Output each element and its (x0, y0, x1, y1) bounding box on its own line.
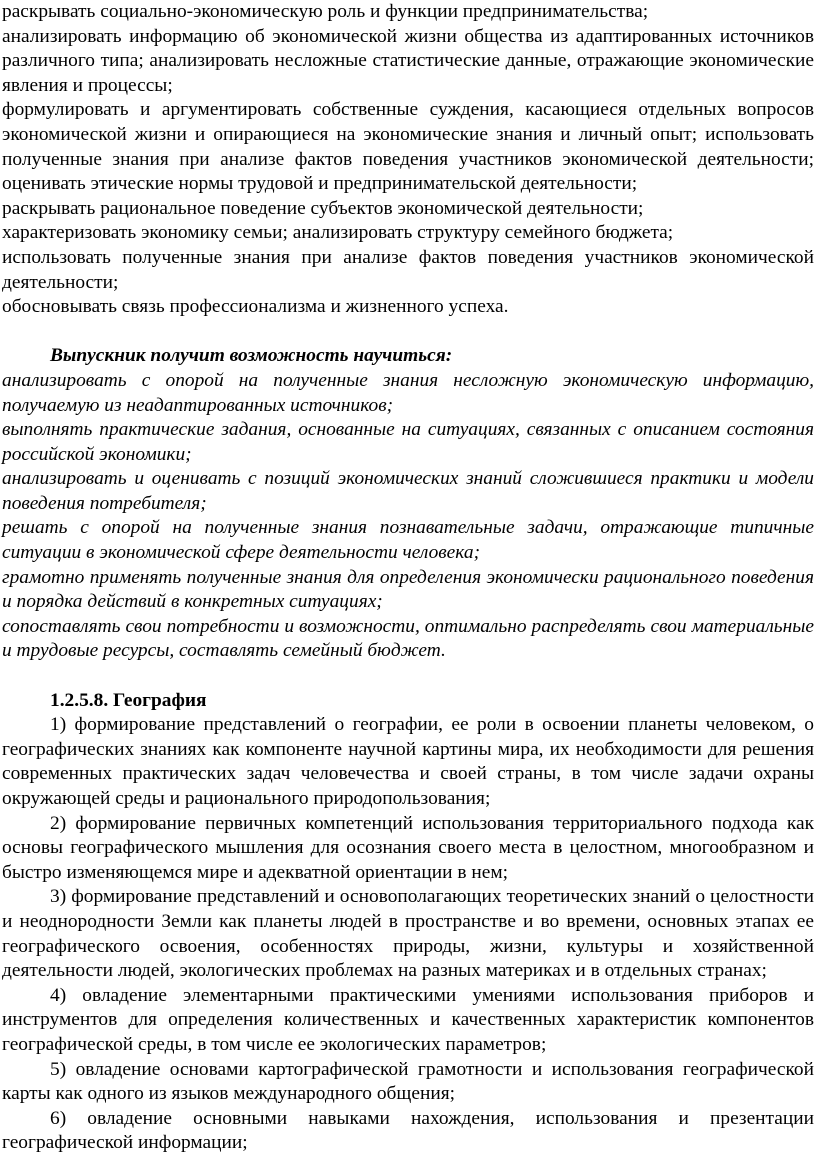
list-item: характеризовать экономику семьи; анализировать структуру семейного бюджета; (2, 222, 674, 244)
list-item: выполнять практические задания, основанные на ситуациях, связанных с описанием состояния российской экономики; (2, 419, 814, 465)
numbered-item: 6) овладение основными навыками нахождения, использования и презентации географической информации; (2, 1107, 814, 1154)
numbered-item: 2) формирование первичных компетенций использования территориального подхода как основы географического мышления для осознания своего места в целостном, многообразном и быстро изменяющемся мире и адекватной ориентации в нем; (2, 812, 814, 883)
list-item: формулировать и аргументировать собственные суждения, касающиеся отдельных вопросов экономической жизни и опирающиеся на экономические знания и личный опыт; использовать полученные знания при анализе фактов поведения участников экономической деятельности; оценивать этические нормы трудовой и предпринимательской деятельности; (2, 99, 814, 195)
list-item: грамотно применять полученные знания для определения экономически рационального поведения и порядка действий в конкретных ситуациях; (2, 566, 814, 613)
list-item: сопоставлять свои потребности и возможности, оптимально распределять свои материальные и трудовые ресурсы, составлять семейный бюджет. (2, 615, 814, 662)
numbered-item: 1) формирование представлений о географии, ее роли в освоении планеты человеком, о географических знаниях как компоненте научной картины мира, их необходимости для решения современных практических задач человечества и своей страны, в том числе задачи охраны окружающей среды и рационального природопользования; (2, 714, 814, 809)
list-item: раскрывать рациональное поведение субъектов экономической деятельности; (2, 197, 644, 219)
economics-skills-list (2, 0, 814, 320)
list-item: решать с опорой на полученные знания познавательные задачи, отражающие типичные ситуации в экономической сфере деятельности человека; (2, 517, 814, 564)
list-item: использовать полученные знания при анализе фактов поведения участников экономической деятельности; (2, 246, 814, 293)
section-heading: 1.2.5.8. География (50, 689, 207, 711)
list-item: анализировать с опорой на полученные знания несложную экономическую информацию, получаемую из неадаптированных источников; (2, 369, 814, 416)
opportunity-heading: Выпускник получит возможность научиться: (50, 345, 453, 367)
geography-goals-list (2, 713, 814, 1156)
numbered-item: 5) овладение основами картографической грамотности и использования географической карты как одного из языков международного общения; (2, 1058, 814, 1105)
numbered-item: 3) формирование представлений и основополагающих теоретических знаний о целостности и неоднородности Земли как планеты людей в пространстве и во времени, основных этапах ее географического освоения, особенностях природы, жизни, культуры и хозяйственной деятельности людей, экологических проблемах на разных материках и в отдельных странах; (2, 886, 814, 982)
spacer (2, 320, 814, 345)
spacer (2, 664, 814, 689)
list-item: анализировать и оценивать с позиций экономических знаний сложившиеся практики и модели поведения потребителя; (2, 468, 814, 514)
numbered-item: 4) овладение элементарными практическими умениями использования приборов и инструментов для определения количественных и качественных характеристик компонентов географической среды, в том числе ее экологических параметров; (2, 984, 814, 1055)
list-item: раскрывать социально-экономическую роль и функции предпринимательства; (2, 1, 649, 22)
opportunity-list (2, 369, 814, 664)
list-item: анализировать информацию об экономической жизни общества из адаптированных источников различного типа; анализировать несложные статистические данные, отражающие экономические явления и процессы; (2, 25, 814, 96)
list-item: обосновывать связь профессионализма и жизненного успеха. (2, 296, 509, 318)
